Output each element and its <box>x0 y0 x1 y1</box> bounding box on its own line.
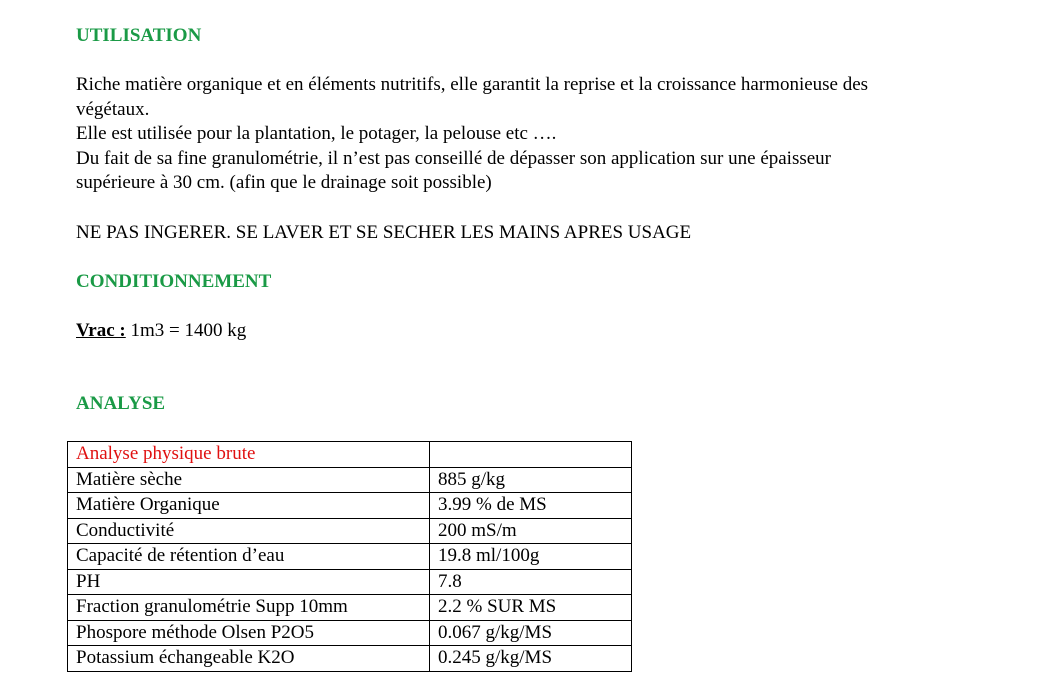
table-cell-label: Fraction granulométrie Supp 10mm <box>68 595 430 621</box>
conditionnement-heading: CONDITIONNEMENT <box>76 271 272 292</box>
utilisation-paragraph <box>76 73 1036 196</box>
vrac-line <box>76 319 1036 344</box>
utilisation-line: Elle est utilisée pour la plantation, le potager, la pelouse etc …. <box>76 123 557 144</box>
vrac-label: Vrac : <box>76 320 126 341</box>
utilisation-line: Du fait de sa fine granulométrie, il n’est pas conseillé de dépasser son application sur une épaisseur <box>76 147 832 169</box>
table-header-label: Analyse physique brute <box>68 442 430 468</box>
table-cell-label: Conductivité <box>68 518 430 544</box>
table-cell-label: Potassium échangeable K2O <box>68 646 430 672</box>
table-cell-value: 2.2 % SUR MS <box>430 595 632 621</box>
safety-warning: NE PAS INGERER. SE LAVER ET SE SECHER LES MAINS APRES USAGE <box>76 222 692 243</box>
table-cell-value: 7.8 <box>430 569 632 595</box>
table-row <box>68 467 632 493</box>
utilisation-line: végétaux. <box>76 98 150 120</box>
analyse-table <box>67 441 632 672</box>
utilisation-line: Riche matière organique et en éléments nutritifs, elle garantit la reprise et la croissance harmonieuse des <box>76 74 869 95</box>
table-cell-label: PH <box>68 569 430 595</box>
table-row <box>68 493 632 519</box>
table-cell-value: 3.99 % de MS <box>430 493 632 519</box>
table-cell-label: Matière Organique <box>68 493 430 519</box>
table-row <box>68 518 632 544</box>
table-cell-value: 0.067 g/kg/MS <box>430 620 632 646</box>
analyse-heading: ANALYSE <box>76 393 166 414</box>
table-header-value <box>430 442 632 468</box>
table-row <box>68 646 632 672</box>
table-header-row <box>68 442 632 468</box>
table-cell-value: 885 g/kg <box>430 467 632 493</box>
table-cell-label: Phospore méthode Olsen P2O5 <box>68 620 430 646</box>
vrac-value: 1m3 = 1400 kg <box>125 320 247 341</box>
utilisation-line: supérieure à 30 cm. (afin que le drainage soit possible) <box>76 172 492 193</box>
utilisation-heading: UTILISATION <box>76 25 202 46</box>
table-row <box>68 620 632 646</box>
table-row <box>68 595 632 621</box>
table-row <box>68 569 632 595</box>
table-cell-value: 200 mS/m <box>430 518 632 544</box>
table-row <box>68 544 632 570</box>
table-cell-label: Matière sèche <box>68 467 430 493</box>
table-cell-label: Capacité de rétention d’eau <box>68 544 430 570</box>
table-cell-value: 0.245 g/kg/MS <box>430 646 632 672</box>
table-cell-value: 19.8 ml/100g <box>430 544 632 570</box>
